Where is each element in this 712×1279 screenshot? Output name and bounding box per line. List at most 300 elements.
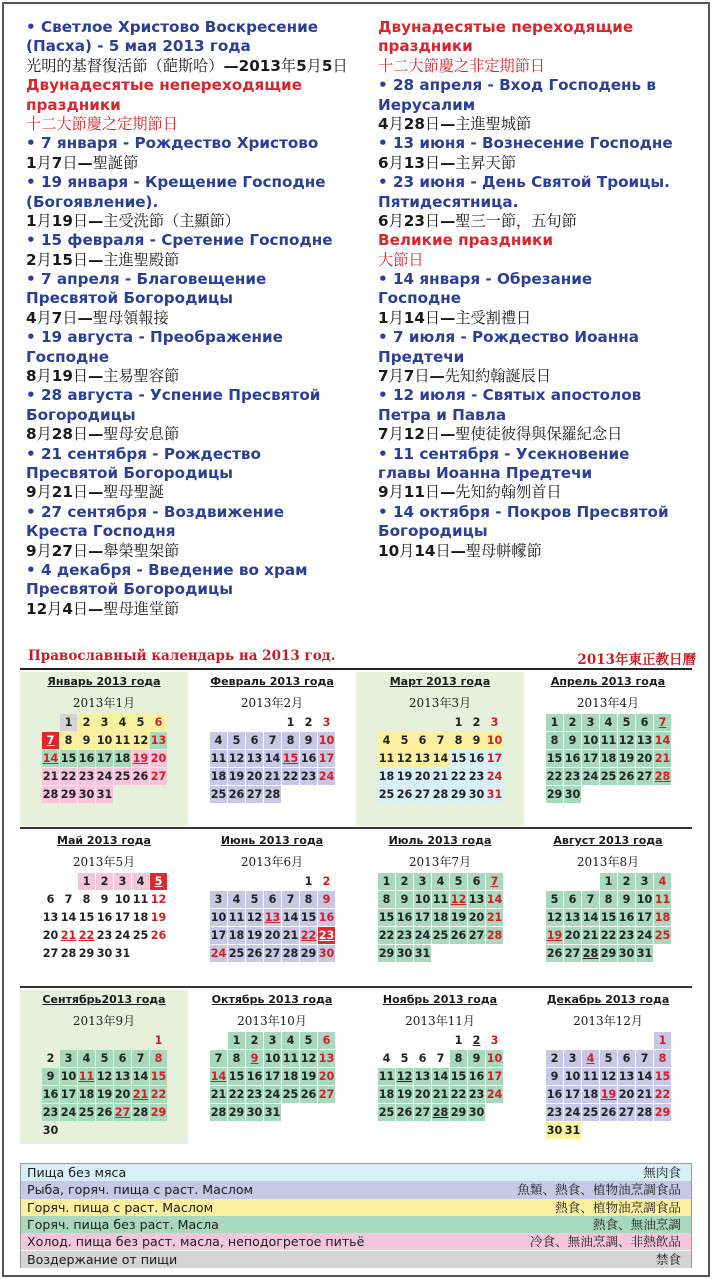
- month-name-zh: 2013年6月: [240, 855, 304, 869]
- calendar-day: 26: [96, 1106, 113, 1119]
- calendar-day: 13: [318, 1052, 335, 1065]
- feast-line: • 23 июня - День Святой Троицы.: [378, 173, 670, 192]
- month-name-zh: 2013年4月: [576, 696, 640, 710]
- calendar-day: 26: [246, 947, 263, 960]
- calendar-day: 29: [60, 788, 77, 801]
- calendar-day: 1: [154, 1034, 163, 1047]
- calendar-day: 20: [414, 1088, 431, 1101]
- calendar-day: 10: [96, 734, 113, 747]
- calendar-day: 2: [472, 716, 481, 729]
- calendar-day: 28: [636, 1106, 653, 1119]
- feast-line: • 27 сентября - Воздвижение: [26, 502, 285, 521]
- calendar-day: 20: [246, 770, 263, 783]
- calendar-day: 8: [60, 732, 77, 749]
- calendar-day: 2: [472, 1034, 481, 1047]
- calendar-day: 29: [546, 788, 563, 801]
- calendar-day: 2: [96, 873, 113, 890]
- calendar-day: 30: [78, 788, 95, 801]
- month-name-zh: 2013年7月: [408, 855, 472, 869]
- calendar-day: 15: [378, 911, 395, 924]
- calendar-day: 28: [582, 947, 599, 960]
- month-block: [356, 831, 524, 985]
- calendar-day: 24: [486, 1088, 503, 1101]
- calendar-day: 28: [654, 770, 671, 783]
- calendar-day: 4: [78, 1050, 95, 1067]
- month-day-grid: [378, 873, 504, 981]
- month-name-ru: Август 2013 года: [553, 834, 663, 847]
- calendar-day: 6: [636, 714, 653, 731]
- calendar-day: 13: [414, 752, 431, 765]
- calendar-day: 4: [378, 732, 395, 749]
- calendar-day: 5: [246, 891, 263, 908]
- legend-label-ru: Рыба, горяч. пища с раст. Маслом: [27, 1182, 254, 1198]
- calendar-day: 18: [210, 770, 227, 783]
- feast-line: 8月28日—聖母安息節: [26, 425, 180, 444]
- calendar-day: 8: [546, 732, 563, 749]
- calendar-day: 16: [468, 752, 485, 765]
- calendar-day: 17: [96, 752, 113, 765]
- calendar-day: 19: [396, 770, 413, 783]
- calendar-day: 24: [60, 1106, 77, 1119]
- calendar-day: 2: [78, 714, 95, 731]
- feast-line: 1月19日—主受洗節（主顯節）: [26, 211, 240, 230]
- month-name-zh: 2013年10月: [237, 1014, 307, 1028]
- calendar-day: 17: [264, 1070, 281, 1083]
- calendar-day: 27: [414, 788, 431, 801]
- calendar-day: 17: [582, 752, 599, 765]
- calendar-day: 17: [564, 1088, 581, 1101]
- calendar-day: 29: [450, 1106, 467, 1119]
- feast-line: 1月14日—主受割禮日: [378, 308, 532, 327]
- calendar-day: 2: [546, 1050, 563, 1067]
- calendar-day: 14: [264, 752, 281, 765]
- month-day-grid: [378, 1032, 504, 1140]
- calendar-day: 19: [150, 911, 167, 924]
- calendar-day: 30: [318, 947, 335, 960]
- calendar-day: 15: [450, 752, 467, 765]
- feast-line: • 14 января - Обрезание: [378, 270, 593, 289]
- calendar-day: 23: [396, 929, 413, 942]
- calendar-day: 26: [600, 1106, 617, 1119]
- calendar-day: 13: [150, 734, 167, 747]
- feast-line: • 12 июля - Святых апостолов: [378, 386, 642, 405]
- legend-label-ru: Воздержание от пищи: [27, 1251, 178, 1267]
- feast-line: • 13 июня - Вознесение Господне: [378, 134, 673, 153]
- calendar-day: 3: [60, 1050, 77, 1067]
- feast-line: Двунадесятые переходящие: [378, 18, 634, 36]
- month-name-ru: Апрель 2013 года: [550, 675, 666, 688]
- calendar-day: 11: [432, 893, 449, 906]
- feast-line: • 7 января - Рождество Христово: [26, 134, 319, 153]
- calendar-day: 7: [486, 873, 503, 890]
- calendar-day: 21: [432, 1088, 449, 1101]
- calendar-day: 29: [600, 947, 617, 960]
- calendar-day: 2: [246, 1032, 263, 1049]
- calendar-day: 12: [246, 911, 263, 924]
- calendar-day: 9: [468, 732, 485, 749]
- calendar-day: 7: [582, 891, 599, 908]
- calendar-day: 2: [396, 873, 413, 890]
- feast-line: Иерусалим: [378, 95, 476, 114]
- calendar-day: 25: [378, 1106, 395, 1119]
- calendar-day: 9: [78, 732, 95, 749]
- feast-line: 6月13日—主昇天節: [378, 153, 517, 172]
- calendar-day: 28: [432, 788, 449, 801]
- calendar-day: 29: [228, 1106, 245, 1119]
- calendar-day: 4: [582, 1050, 599, 1067]
- feast-line: Господне: [26, 347, 110, 366]
- fasting-legend: [20, 1163, 692, 1268]
- calendar-day: 11: [378, 752, 395, 765]
- calendar-day: 5: [132, 714, 149, 731]
- calendar-day: 24: [114, 929, 131, 942]
- legend-row: [21, 1216, 691, 1233]
- calendar-day: 10: [264, 1052, 281, 1065]
- calendar-day: 15: [282, 752, 299, 765]
- calendar-day: 6: [414, 732, 431, 749]
- calendar-day: 6: [468, 873, 485, 890]
- calendar-day: 17: [318, 752, 335, 765]
- calendar-day: 7: [432, 732, 449, 749]
- calendar-day: 27: [636, 770, 653, 783]
- calendar-day: 2: [564, 714, 581, 731]
- calendar-day: 22: [546, 770, 563, 783]
- calendar-day: 18: [378, 770, 395, 783]
- calendar-day: 13: [468, 893, 485, 906]
- calendar-day: 18: [600, 752, 617, 765]
- calendar-day: 19: [396, 1088, 413, 1101]
- calendar-day: 14: [432, 1070, 449, 1083]
- feast-line: 大節日: [378, 250, 424, 269]
- calendar-day: 11: [600, 734, 617, 747]
- calendar-day: 30: [546, 1124, 563, 1137]
- calendar-day: 3: [322, 716, 331, 729]
- month-block: [20, 990, 188, 1144]
- calendar-day: 5: [228, 732, 245, 749]
- calendar-day: 31: [114, 947, 131, 960]
- calendar-day: 13: [618, 1070, 635, 1083]
- calendar-day: 27: [468, 929, 485, 942]
- calendar-day: 11: [132, 893, 149, 906]
- month-name-ru: Июнь 2013 года: [220, 834, 324, 847]
- calendar-day: 12: [132, 734, 149, 747]
- month-block: [20, 672, 188, 826]
- calendar-day: 9: [564, 732, 581, 749]
- calendar-day: 3: [210, 891, 227, 908]
- calendar-day: 8: [450, 1050, 467, 1067]
- calendar-day: 19: [246, 929, 263, 942]
- feast-line: 9月27日—舉榮聖架節: [26, 541, 180, 560]
- calendar-day: 30: [396, 947, 413, 960]
- feast-line: • 11 сентября - Усекновение: [378, 444, 630, 463]
- calendar-day: 23: [42, 1106, 59, 1119]
- feast-line: • 14 октября - Покров Пресвятой: [378, 502, 669, 521]
- calendar-day: 18: [114, 752, 131, 765]
- calendar-day: 4: [382, 1052, 391, 1065]
- calendar-day: 28: [282, 947, 299, 960]
- calendar-day: 8: [654, 1050, 671, 1067]
- calendar-day: 5: [396, 732, 413, 749]
- calendar-day: 26: [618, 770, 635, 783]
- calendar-day: 23: [96, 929, 113, 942]
- calendar-day: 16: [318, 911, 335, 924]
- legend-row: [21, 1251, 691, 1268]
- calendar-day: 13: [246, 752, 263, 765]
- month-day-grid: [546, 873, 672, 981]
- calendar-day: 7: [436, 1052, 445, 1065]
- calendar-day: 23: [468, 1088, 485, 1101]
- calendar-day: 10: [564, 1070, 581, 1083]
- calendar-day: 18: [582, 1088, 599, 1101]
- month-name-ru: Июль 2013 года: [388, 834, 492, 847]
- month-name-ru: Декабрь 2013 года: [546, 993, 670, 1006]
- calendar-day: 23: [618, 929, 635, 942]
- calendar-day: 5: [300, 1032, 317, 1049]
- feast-line: Пресвятой Богородицы: [26, 463, 233, 482]
- calendar-day: 15: [228, 1070, 245, 1083]
- calendar-day: 19: [618, 752, 635, 765]
- calendar-day: 18: [132, 911, 149, 924]
- calendar-day: 16: [564, 752, 581, 765]
- calendar-day: 23: [546, 1106, 563, 1119]
- calendar-day: 26: [450, 929, 467, 942]
- calendar-day: 15: [450, 1070, 467, 1083]
- calendar-day: 23: [300, 770, 317, 783]
- calendar-day: 14: [636, 1070, 653, 1083]
- calendar-day: 18: [378, 1088, 395, 1101]
- calendar-day: 1: [600, 873, 617, 890]
- calendar-day: 5: [600, 1050, 617, 1067]
- legend-label-ru: Горяч. пища без раст. Масла: [27, 1216, 219, 1232]
- calendar-day: 26: [132, 770, 149, 783]
- feast-line: • 4 декабря - Введение во храм: [26, 560, 308, 579]
- feast-line: 10月14日—聖母帡幪節: [378, 541, 542, 560]
- calendar-day: 1: [228, 1032, 245, 1049]
- calendar-day: 14: [42, 752, 59, 765]
- legend-label-zh: 魚類、熱食、植物油烹調食品: [517, 1182, 681, 1198]
- calendar-day: 21: [582, 929, 599, 942]
- calendar-day: 5: [400, 1052, 409, 1065]
- calendar-day: 4: [654, 873, 671, 890]
- calendar-day: 21: [282, 929, 299, 942]
- calendar-day: 4: [132, 873, 149, 890]
- calendar-day: 26: [228, 788, 245, 801]
- calendar-day: 21: [60, 929, 77, 942]
- calendar-day: 5: [618, 714, 635, 731]
- calendar-day: 25: [114, 770, 131, 783]
- calendar-day: 17: [486, 1070, 503, 1083]
- calendar-day: 3: [414, 873, 431, 890]
- calendar-day: 16: [468, 1070, 485, 1083]
- calendar-day: 26: [546, 947, 563, 960]
- calendar-day: 11: [228, 911, 245, 924]
- calendar-day: 19: [228, 770, 245, 783]
- calendar-day: 29: [300, 947, 317, 960]
- calendar-day: 8: [82, 893, 91, 906]
- calendar-day: 20: [564, 929, 581, 942]
- calendar-day: 5: [96, 1050, 113, 1067]
- month-row-separator: [20, 827, 692, 829]
- calendar-day: 1: [654, 1032, 671, 1049]
- calendar-day: 23: [78, 770, 95, 783]
- feast-line: Пятидесятница.: [378, 192, 519, 211]
- calendar-day: 6: [246, 732, 263, 749]
- month-day-grid: [210, 873, 336, 981]
- calendar-day: 9: [396, 891, 413, 908]
- month-name-zh: 2013年1月: [72, 696, 136, 710]
- calendar-day: 10: [486, 1052, 503, 1065]
- calendar-day: 30: [246, 1106, 263, 1119]
- calendar-day: 21: [486, 911, 503, 924]
- calendar-day: 25: [132, 929, 149, 942]
- calendar-day: 9: [318, 891, 335, 908]
- month-name-zh: 2013年2月: [240, 696, 304, 710]
- calendar-day: 17: [414, 911, 431, 924]
- calendar-day: 17: [210, 929, 227, 942]
- calendar-day: 4: [432, 873, 449, 890]
- calendar-day: 12: [300, 1052, 317, 1065]
- calendar-day: 20: [414, 770, 431, 783]
- feast-line: Предтечи: [378, 347, 465, 366]
- legend-row: [21, 1181, 691, 1198]
- calendar-day: 24: [96, 770, 113, 783]
- feast-line: 2月15日—主進聖殿節: [26, 250, 180, 269]
- calendar-day: 23: [246, 1088, 263, 1101]
- feast-line: 9月11日—先知約翰刎首日: [378, 483, 562, 502]
- calendar-day: 24: [210, 947, 227, 960]
- calendar-day: 16: [546, 1088, 563, 1101]
- calendar-day: 14: [60, 911, 77, 924]
- calendar-day: 27: [42, 947, 59, 960]
- calendar-day: 31: [486, 788, 503, 801]
- month-block: [20, 831, 188, 985]
- calendar-day: 2: [46, 1052, 55, 1065]
- calendar-day: 26: [396, 788, 413, 801]
- calendar-day: 9: [246, 1050, 263, 1067]
- calendar-day: 22: [450, 770, 467, 783]
- calendar-day: 21: [654, 752, 671, 765]
- calendar-day: 28: [486, 929, 503, 942]
- month-name-zh: 2013年12月: [573, 1014, 643, 1028]
- calendar-day: 20: [114, 1088, 131, 1101]
- feast-line: (Богоявление).: [26, 192, 159, 211]
- feast-line: Пресвятой Богородицы: [26, 580, 233, 599]
- calendar-day: 11: [582, 1070, 599, 1083]
- calendar-day: 7: [132, 1050, 149, 1067]
- calendar-day: 29: [378, 947, 395, 960]
- legend-label-ru: Горяч. пища с раст. Маслом: [27, 1199, 214, 1215]
- calendar-day: 6: [114, 1050, 131, 1067]
- calendar-day: 11: [378, 1070, 395, 1083]
- month-block: [188, 990, 356, 1144]
- month-row-separator: [20, 986, 692, 988]
- calendar-title-zh: 2013年東正教日曆: [577, 652, 696, 668]
- calendar-day: 11: [282, 1052, 299, 1065]
- calendar-day: 7: [654, 714, 671, 731]
- calendar-day: 22: [60, 770, 77, 783]
- calendar-day: 22: [378, 929, 395, 942]
- month-name-zh: 2013年3月: [408, 696, 472, 710]
- calendar-day: 6: [564, 891, 581, 908]
- month-day-grid: [42, 1032, 168, 1140]
- calendar-day: 9: [100, 893, 109, 906]
- calendar-day: 23: [318, 929, 335, 942]
- calendar-day: 21: [42, 770, 59, 783]
- calendar-day: 21: [264, 770, 281, 783]
- calendar-day: 25: [654, 929, 671, 942]
- calendar-day: 11: [114, 734, 131, 747]
- calendar-day: 23: [468, 770, 485, 783]
- calendar-day: 27: [150, 770, 167, 783]
- calendar-day: 9: [300, 732, 317, 749]
- calendar-day: 27: [246, 788, 263, 801]
- month-name-ru: Октябрь 2013 года: [211, 993, 333, 1006]
- feast-line: • 19 января - Крещение Господне: [26, 173, 326, 192]
- feast-line: Креста Господня: [26, 522, 176, 541]
- calendar-day: 10: [210, 911, 227, 924]
- feast-line: праздники: [26, 95, 121, 114]
- calendar-day: 4: [210, 732, 227, 749]
- calendar-day: 19: [96, 1088, 113, 1101]
- calendar-day: 7: [264, 732, 281, 749]
- calendar-day: 27: [114, 1106, 131, 1119]
- calendar-day: 5: [450, 873, 467, 890]
- calendar-day: 11: [654, 893, 671, 906]
- feast-line: 十二大節慶之定期節日: [26, 114, 178, 133]
- feast-line: • 7 июля - Рождество Иоанна: [378, 328, 640, 347]
- month-day-grid: [42, 873, 168, 981]
- month-day-grid: [546, 1032, 672, 1140]
- calendar-day: 22: [282, 770, 299, 783]
- feast-line: • 19 августа - Преображение: [26, 328, 283, 347]
- calendar-day: 20: [42, 929, 59, 942]
- fixed-feasts-column: [26, 18, 366, 619]
- calendar-day: 16: [300, 752, 317, 765]
- calendar-day: 26: [300, 1088, 317, 1101]
- legend-row: [21, 1199, 691, 1216]
- calendar-day: 1: [546, 714, 563, 731]
- calendar-day: 30: [618, 947, 635, 960]
- calendar-day: 6: [318, 1032, 335, 1049]
- calendar-day: 19: [132, 752, 149, 765]
- calendar-day: 4: [228, 891, 245, 908]
- calendar-day: 20: [618, 1088, 635, 1101]
- calendar-day: 11: [78, 1070, 95, 1083]
- calendar-day: 31: [414, 947, 431, 960]
- calendar-day: 24: [582, 770, 599, 783]
- calendar-day: 16: [618, 911, 635, 924]
- calendar-day: 24: [264, 1088, 281, 1101]
- month-day-grid: [378, 714, 504, 822]
- calendar-day: 8: [150, 1050, 167, 1067]
- legend-label-ru: Пища без мяса: [27, 1165, 127, 1180]
- calendar-day: 3: [582, 714, 599, 731]
- month-name-ru: Март 2013 года: [389, 675, 491, 688]
- calendar-day: 28: [60, 947, 77, 960]
- calendar-day: 7: [64, 893, 73, 906]
- calendar-day: 24: [318, 770, 335, 783]
- calendar-day: 16: [396, 911, 413, 924]
- feast-line: Петра и Павла: [378, 405, 507, 424]
- calendar-day: 29: [150, 1106, 167, 1119]
- month-name-ru: Сентябрь2013 года: [42, 993, 166, 1006]
- calendar-day: 1: [286, 716, 295, 729]
- feast-line: (Пасха) - 5 мая 2013 года: [26, 37, 251, 56]
- movable-feasts-column: [378, 18, 703, 561]
- calendar-day: 1: [60, 714, 77, 731]
- calendar-day: 28: [432, 1106, 449, 1119]
- month-block: [188, 672, 356, 826]
